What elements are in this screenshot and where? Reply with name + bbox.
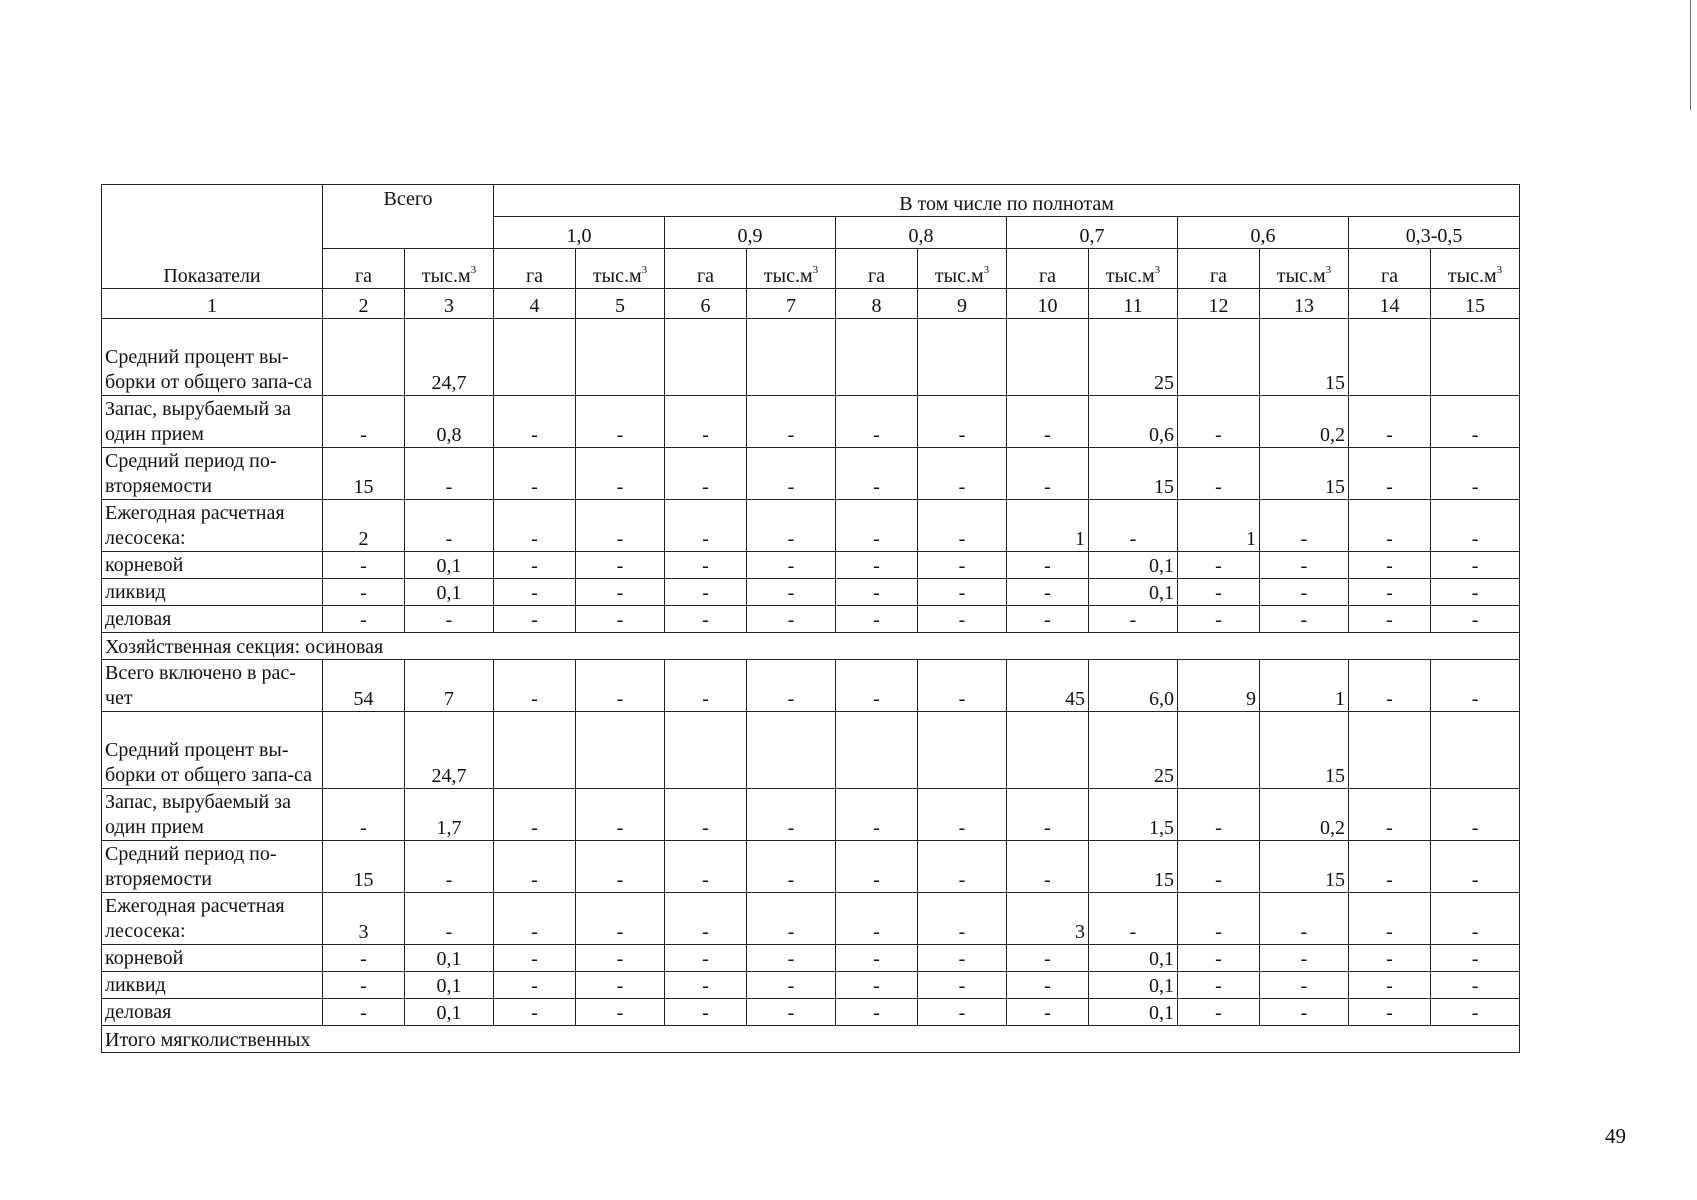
unit-volume-text: тыс.м: [592, 265, 642, 287]
table-row: [102, 579, 1520, 606]
table-row: [102, 500, 1520, 552]
column-number: 12: [1178, 289, 1260, 319]
table-cell: -: [836, 396, 918, 448]
unit-volume-7: [1431, 249, 1520, 289]
table-cell: -: [494, 660, 576, 712]
unit-volume-text: тыс.м: [1276, 265, 1326, 287]
header-by-density: В том числе по полнотам: [494, 185, 1520, 217]
column-number: 5: [576, 289, 665, 319]
unit-volume-superscript: 3: [812, 264, 819, 276]
unit-volume-text: тыс.м: [934, 265, 984, 287]
table-cell: -: [836, 841, 918, 893]
page-number: 49: [1605, 1124, 1626, 1148]
table-cell: [1007, 712, 1089, 789]
table-cell: -: [665, 789, 747, 841]
row-label: Запас, вырубаемый за один прием: [102, 789, 323, 841]
table-cell: -: [576, 396, 665, 448]
unit-volume-superscript: 3: [1154, 264, 1161, 276]
table-cell: -: [1431, 552, 1520, 579]
unit-volume-6: [1260, 249, 1349, 289]
table-cell: -: [918, 606, 1007, 633]
table-cell: -: [1178, 945, 1260, 972]
table-cell: -: [405, 841, 494, 893]
table-cell: -: [1007, 945, 1089, 972]
table-cell: -: [918, 841, 1007, 893]
table-cell: -: [665, 841, 747, 893]
table-cell: [836, 319, 918, 396]
table-cell: -: [494, 396, 576, 448]
unit-volume-superscript: 3: [1325, 264, 1332, 276]
column-number: 14: [1349, 289, 1431, 319]
unit-volume-4: [918, 249, 1007, 289]
table-cell: -: [918, 789, 1007, 841]
row-label: деловая: [102, 999, 323, 1026]
table-cell: -: [836, 660, 918, 712]
table-cell: 6,0: [1089, 660, 1178, 712]
table-cell: 1: [1260, 660, 1349, 712]
column-number: 1: [102, 289, 323, 319]
table-cell: 1: [1007, 500, 1089, 552]
table-cell: -: [1431, 972, 1520, 999]
header-density-1: 1,0: [494, 217, 665, 249]
table-cell: -: [323, 552, 405, 579]
table-cell: -: [1089, 500, 1178, 552]
table-cell: -: [576, 660, 665, 712]
table-cell: [836, 712, 918, 789]
table-cell: 24,7: [405, 712, 494, 789]
section-title: Хозяйственная секция: осиновая: [102, 633, 1520, 660]
table-cell: -: [1349, 893, 1431, 945]
unit-volume-3: [747, 249, 836, 289]
table-cell: -: [576, 552, 665, 579]
table-cell: 15: [1260, 448, 1349, 500]
table-cell: -: [836, 606, 918, 633]
table-cell: -: [1431, 396, 1520, 448]
table-cell: -: [1260, 999, 1349, 1026]
column-number: 4: [494, 289, 576, 319]
table-cell: -: [1178, 841, 1260, 893]
table-row: [102, 552, 1520, 579]
table-cell: -: [1349, 945, 1431, 972]
table-cell: -: [1007, 552, 1089, 579]
unit-volume-superscript: 3: [470, 264, 477, 276]
table-cell: -: [1349, 448, 1431, 500]
table-cell: -: [494, 552, 576, 579]
table-row: [102, 789, 1520, 841]
table-cell: [1431, 319, 1520, 396]
row-label: ликвид: [102, 579, 323, 606]
table-cell: -: [836, 500, 918, 552]
header-density-5: 0,6: [1178, 217, 1349, 249]
table-cell: [576, 712, 665, 789]
table-row: [102, 999, 1520, 1026]
table-cell: [323, 319, 405, 396]
table-cell: [918, 319, 1007, 396]
table-cell: -: [576, 500, 665, 552]
table-cell: -: [1431, 893, 1520, 945]
table-cell: -: [1007, 841, 1089, 893]
unit-ha-5: га: [1007, 249, 1089, 289]
table-cell: -: [1178, 579, 1260, 606]
table-cell: [665, 712, 747, 789]
table-row: [102, 972, 1520, 999]
table-cell: -: [494, 606, 576, 633]
table-cell: -: [1349, 660, 1431, 712]
table-cell: -: [1260, 606, 1349, 633]
table-cell: -: [836, 448, 918, 500]
table-cell: -: [1349, 500, 1431, 552]
table-row: [102, 396, 1520, 448]
table-cell: -: [836, 579, 918, 606]
table-cell: 3: [1007, 893, 1089, 945]
table-cell: -: [1178, 552, 1260, 579]
table-cell: -: [747, 660, 836, 712]
page-edge-line: [1690, 0, 1691, 110]
table-cell: -: [494, 999, 576, 1026]
table-cell: -: [494, 789, 576, 841]
table-cell: [747, 319, 836, 396]
row-label: корневой: [102, 945, 323, 972]
table-cell: 0,1: [1089, 945, 1178, 972]
table-cell: -: [918, 448, 1007, 500]
table-cell: -: [405, 893, 494, 945]
table-cell: -: [747, 841, 836, 893]
table-cell: -: [836, 972, 918, 999]
table-cell: -: [665, 999, 747, 1026]
table-cell: -: [918, 972, 1007, 999]
table-cell: -: [1349, 396, 1431, 448]
table-cell: -: [1349, 789, 1431, 841]
table-cell: -: [918, 396, 1007, 448]
table-cell: 15: [1089, 841, 1178, 893]
table-cell: 54: [323, 660, 405, 712]
table-cell: -: [576, 841, 665, 893]
column-number: 2: [323, 289, 405, 319]
table-cell: -: [1431, 606, 1520, 633]
unit-volume-1: [405, 249, 494, 289]
table-cell: 15: [323, 448, 405, 500]
table-cell: -: [1431, 579, 1520, 606]
footer-row-total-softwood: Итого мягколиственных: [102, 1026, 1520, 1053]
row-label: Средний период по-вторяемости: [102, 841, 323, 893]
table-cell: -: [1007, 606, 1089, 633]
table-cell: 3: [323, 893, 405, 945]
table-cell: -: [665, 448, 747, 500]
table-cell: -: [1260, 972, 1349, 999]
table-cell: -: [747, 789, 836, 841]
table-cell: 45: [1007, 660, 1089, 712]
table-cell: 15: [1089, 448, 1178, 500]
table-cell: 0,1: [1089, 579, 1178, 606]
table-cell: -: [494, 579, 576, 606]
header-density-2: 0,9: [665, 217, 836, 249]
table-cell: -: [665, 606, 747, 633]
header-total: Всего: [323, 185, 494, 249]
table-cell: [665, 319, 747, 396]
table-cell: -: [494, 841, 576, 893]
table-cell: -: [747, 552, 836, 579]
table-cell: -: [576, 972, 665, 999]
table-cell: -: [1178, 606, 1260, 633]
table-cell: -: [405, 606, 494, 633]
table-cell: -: [747, 999, 836, 1026]
unit-volume-2: [576, 249, 665, 289]
table-cell: -: [1260, 500, 1349, 552]
table-cell: 1,5: [1089, 789, 1178, 841]
table-row: [102, 712, 1520, 789]
table-cell: -: [1349, 579, 1431, 606]
column-number: 15: [1431, 289, 1520, 319]
table-cell: -: [576, 999, 665, 1026]
table-cell: -: [1007, 789, 1089, 841]
table-cell: -: [494, 972, 576, 999]
table-cell: -: [494, 500, 576, 552]
table-cell: -: [1260, 579, 1349, 606]
table-cell: [1349, 319, 1431, 396]
table-cell: -: [323, 972, 405, 999]
table-cell: -: [1349, 841, 1431, 893]
unit-volume-superscript: 3: [1496, 264, 1503, 276]
table-cell: 24,7: [405, 319, 494, 396]
table-cell: [1349, 712, 1431, 789]
table-cell: 1,7: [405, 789, 494, 841]
table-cell: -: [323, 945, 405, 972]
table-cell: 0,1: [405, 945, 494, 972]
table-cell: -: [747, 945, 836, 972]
row-label: Средний период по-вторяемости: [102, 448, 323, 500]
table-cell: [918, 712, 1007, 789]
table-cell: [1178, 319, 1260, 396]
unit-ha-7: га: [1349, 249, 1431, 289]
table-cell: 15: [1260, 319, 1349, 396]
header-density-4: 0,7: [1007, 217, 1178, 249]
table-cell: 0,6: [1089, 396, 1178, 448]
column-number: 11: [1089, 289, 1178, 319]
table-cell: 0,1: [1089, 972, 1178, 999]
table-cell: -: [747, 448, 836, 500]
header-density-6: 0,3-0,5: [1349, 217, 1520, 249]
table-cell: -: [747, 972, 836, 999]
table-cell: -: [1431, 448, 1520, 500]
table-cell: -: [1178, 789, 1260, 841]
table-cell: -: [1431, 789, 1520, 841]
table-cell: 15: [1260, 712, 1349, 789]
table-cell: 0,1: [1089, 552, 1178, 579]
table-cell: 0,2: [1260, 789, 1349, 841]
table-cell: -: [323, 606, 405, 633]
table-cell: 0,1: [405, 579, 494, 606]
table-cell: -: [747, 606, 836, 633]
table-cell: -: [918, 999, 1007, 1026]
table-cell: -: [836, 893, 918, 945]
table-cell: -: [1260, 945, 1349, 972]
table-cell: -: [1431, 660, 1520, 712]
table-cell: -: [665, 945, 747, 972]
table-cell: -: [1178, 999, 1260, 1026]
table-row: [102, 606, 1520, 633]
table-cell: -: [494, 945, 576, 972]
table-cell: -: [323, 396, 405, 448]
row-label: деловая: [102, 606, 323, 633]
unit-volume-text: тыс.м: [763, 265, 813, 287]
table-cell: 15: [1260, 841, 1349, 893]
table-cell: 2: [323, 500, 405, 552]
table-cell: [1007, 319, 1089, 396]
table-cell: 0,1: [1089, 999, 1178, 1026]
table-row: [102, 841, 1520, 893]
table-cell: [576, 319, 665, 396]
table-cell: -: [405, 448, 494, 500]
row-label: ликвид: [102, 972, 323, 999]
table-cell: 0,1: [405, 552, 494, 579]
table-cell: 0,2: [1260, 396, 1349, 448]
table-cell: -: [836, 552, 918, 579]
table-cell: -: [576, 579, 665, 606]
table-cell: 7: [405, 660, 494, 712]
column-number-row: [102, 289, 1520, 319]
table-cell: -: [576, 945, 665, 972]
column-number: 7: [747, 289, 836, 319]
table-cell: -: [665, 893, 747, 945]
row-label: Запас, вырубаемый за один прием: [102, 396, 323, 448]
header-indicators: Показатели: [102, 185, 323, 289]
column-number: 10: [1007, 289, 1089, 319]
column-number: 8: [836, 289, 918, 319]
table-cell: -: [576, 448, 665, 500]
table-cell: [323, 712, 405, 789]
forest-cutting-table: [101, 184, 1520, 1053]
table-cell: 0,1: [405, 999, 494, 1026]
unit-ha-1: га: [323, 249, 405, 289]
column-number: 9: [918, 289, 1007, 319]
table-cell: 0,1: [405, 972, 494, 999]
unit-ha-2: га: [494, 249, 576, 289]
row-label: корневой: [102, 552, 323, 579]
row-label: Ежегодная расчетная лесосека:: [102, 893, 323, 945]
table-cell: -: [918, 660, 1007, 712]
table-cell: -: [576, 606, 665, 633]
table-cell: -: [747, 893, 836, 945]
table-cell: -: [1089, 606, 1178, 633]
table-cell: -: [918, 579, 1007, 606]
table-cell: [1178, 712, 1260, 789]
table-cell: -: [665, 972, 747, 999]
unit-volume-text: тыс.м: [1447, 265, 1497, 287]
table-cell: -: [1431, 999, 1520, 1026]
table-cell: [494, 319, 576, 396]
table-cell: -: [323, 789, 405, 841]
table-cell: -: [1178, 972, 1260, 999]
table-cell: -: [405, 500, 494, 552]
table-cell: -: [918, 945, 1007, 972]
table-cell: [747, 712, 836, 789]
table-cell: -: [1349, 999, 1431, 1026]
table-cell: -: [665, 552, 747, 579]
table-cell: -: [1431, 945, 1520, 972]
table-cell: -: [1349, 606, 1431, 633]
table-cell: -: [836, 789, 918, 841]
table-cell: -: [1089, 893, 1178, 945]
table-cell: -: [918, 893, 1007, 945]
table-cell: -: [918, 500, 1007, 552]
unit-ha-3: га: [665, 249, 747, 289]
row-label: Ежегодная расчетная лесосека:: [102, 500, 323, 552]
column-number: 3: [405, 289, 494, 319]
table-cell: -: [918, 552, 1007, 579]
unit-volume-superscript: 3: [983, 264, 990, 276]
table-cell: -: [1178, 893, 1260, 945]
table-cell: -: [323, 579, 405, 606]
table-row: [102, 319, 1520, 396]
table-cell: -: [836, 999, 918, 1026]
unit-volume-text: тыс.м: [1105, 265, 1155, 287]
table-cell: -: [1007, 972, 1089, 999]
table-cell: -: [1007, 579, 1089, 606]
table-cell: -: [665, 579, 747, 606]
table-cell: 15: [323, 841, 405, 893]
table-row: [102, 945, 1520, 972]
column-number: 13: [1260, 289, 1349, 319]
unit-volume-text: тыс.м: [421, 265, 471, 287]
table-cell: -: [665, 660, 747, 712]
table-row: [102, 893, 1520, 945]
header-density-3: 0,8: [836, 217, 1007, 249]
table-cell: -: [747, 396, 836, 448]
table-cell: -: [494, 448, 576, 500]
table-cell: 1: [1178, 500, 1260, 552]
unit-volume-superscript: 3: [641, 264, 648, 276]
table-cell: -: [1349, 972, 1431, 999]
table-cell: -: [576, 789, 665, 841]
table-cell: -: [323, 999, 405, 1026]
table-cell: -: [576, 893, 665, 945]
table-cell: -: [665, 396, 747, 448]
unit-volume-5: [1089, 249, 1178, 289]
table-cell: -: [1007, 448, 1089, 500]
table-cell: 0,8: [405, 396, 494, 448]
table-cell: -: [1260, 552, 1349, 579]
table-cell: -: [1431, 500, 1520, 552]
table-cell: -: [747, 579, 836, 606]
table-cell: 9: [1178, 660, 1260, 712]
table-cell: -: [1007, 396, 1089, 448]
unit-ha-6: га: [1178, 249, 1260, 289]
unit-ha-4: га: [836, 249, 918, 289]
table-cell: 25: [1089, 319, 1178, 396]
table-cell: -: [665, 500, 747, 552]
table-cell: -: [1431, 841, 1520, 893]
table-cell: [1431, 712, 1520, 789]
row-label: Средний процент вы-борки от общего запа-са: [102, 319, 323, 396]
column-number: 6: [665, 289, 747, 319]
table-cell: -: [1178, 396, 1260, 448]
table-cell: -: [1007, 999, 1089, 1026]
table-cell: -: [1349, 552, 1431, 579]
table-cell: -: [747, 500, 836, 552]
table-cell: -: [836, 945, 918, 972]
row-label: Средний процент вы-борки от общего запа-са: [102, 712, 323, 789]
table-cell: -: [494, 893, 576, 945]
table-row: [102, 660, 1520, 712]
table-cell: -: [1178, 448, 1260, 500]
table-cell: 25: [1089, 712, 1178, 789]
table-cell: -: [1260, 893, 1349, 945]
table-cell: [494, 712, 576, 789]
row-label: Всего включено в рас-чет: [102, 660, 323, 712]
table-row: [102, 448, 1520, 500]
